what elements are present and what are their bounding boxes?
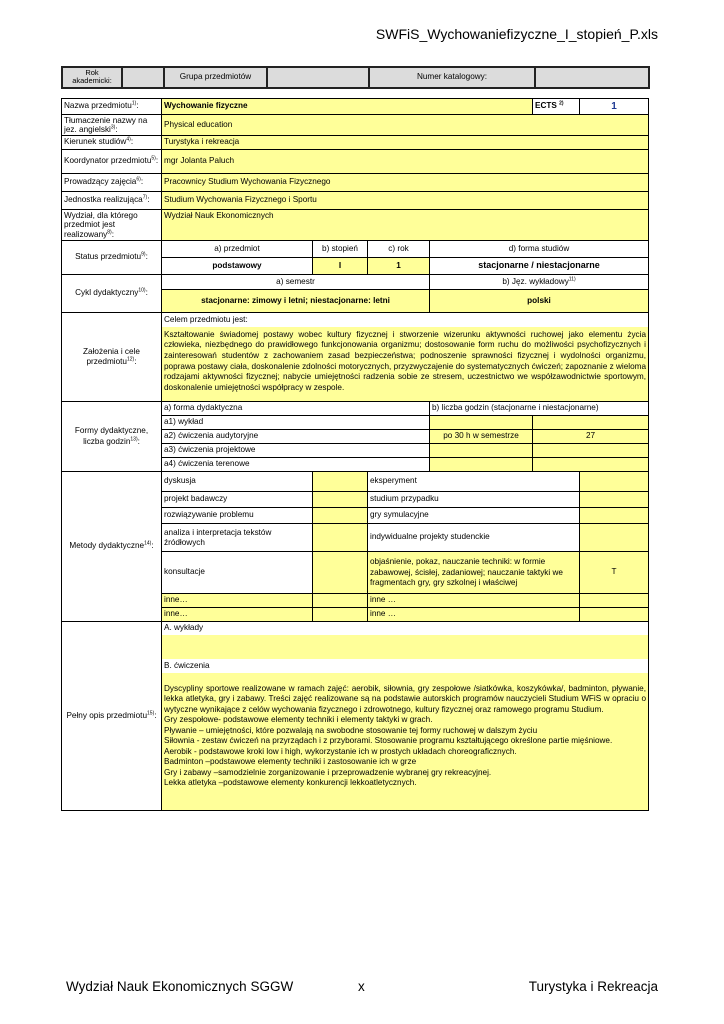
metody-left-1: dyskusja bbox=[162, 472, 313, 492]
cykl-v-semestr: stacjonarne: zimowy i letni; niestacjonarne: letni bbox=[162, 290, 430, 313]
metody-lmark-3 bbox=[313, 508, 368, 524]
prowadzacy-label: Prowadzący zajęcia$^{6)}$: bbox=[62, 174, 162, 192]
formy-row-4: a4) ćwiczenia terenowe bbox=[162, 458, 430, 472]
cykl-label: Cykl dydaktyczny$^{10)}$: bbox=[62, 275, 162, 313]
opis-line: Lekka atletyka –podstawowe elementy konkurencji lekkoatletycznych. bbox=[164, 778, 417, 788]
syllabus-table bbox=[61, 98, 649, 811]
nazwa-label: Nazwa przedmiotu$^{1)}$: bbox=[62, 99, 162, 115]
metody-left-3: rozwiązywanie problemu bbox=[162, 508, 313, 524]
formy-note-1 bbox=[430, 416, 533, 430]
tlumaczenie-label: Tłumaczenie nazwy na jez. angielski$^{3)}$: bbox=[62, 115, 162, 136]
opis-intro: Dyscypliny sportowe realizowane w ramach zajęć: aerobik, siłownia, gry zespołowe /siatkówka, koszykówka/, badminton, pływanie, lekka atletyka, gry i zabawy. Treści zajęć realizowane są na podstawie autorskich programów nauczycieli Studium WFiS w opraciu o wytyczne wynikające z celów wychowania fizycznego i zdrowotnego, kultury fizycznej oraz ramowego programu Studium. bbox=[164, 683, 647, 714]
formy-hours-3 bbox=[533, 444, 649, 458]
zalozenia-text: Kształtowanie świadomej postawy wobec kultury fizycznej i stworzenie wizerunku aktywności ruchowej jako elementu życia człowieka, niezbędnego do prawidłowego funkcjonowania organizmu; dostosowanie form ruchu do możliwości psychofizycznych i zainteresowań studentów z zachowaniem zasad bezpieczeństwa; podnoszenie sprawności fizycznej i wydolności organizmu, poprawa postawy ciała, doskonalenie zdolności motorycznych, przyzwyczajenie do systematycznych ćwiczeń; zapoznanie z wieloma rodzajami aktywności fizycznej; nabycie umiejętności radzenia sobie ze stresem, uczestnictwo we współzawodnictwie sportowym, doskonalenie umiejętności współpracy w zespole. bbox=[162, 327, 649, 402]
opis-line: Gry i zabawy –samodzielnie zorganizowanie i przeprowadzenie wybranej gry rekreacyjnej. bbox=[164, 767, 492, 777]
formy-label: Formy dydaktyczne, liczba godzin$^{13)}$: bbox=[62, 402, 162, 472]
metody-left-5: konsultacje bbox=[162, 552, 313, 594]
grupa-label: Grupa przedmiotów bbox=[164, 67, 267, 88]
koordynator-label: Koordynator przedmiotu$^{5)}$: bbox=[62, 150, 162, 174]
formy-row-2: a2) ćwiczenia audytoryjne bbox=[162, 430, 430, 444]
koordynator-value: mgr Jolanta Paluch bbox=[162, 150, 649, 174]
cykl-h-jezyk: b) Jęz. wykładowy$^{11)}$ bbox=[430, 275, 649, 290]
formy-row-1: a1) wykład bbox=[162, 416, 430, 430]
opis-b-label: B. ćwiczenia bbox=[162, 659, 649, 673]
formy-h-liczba: b) liczba godzin (stacjonarne i niestacjonarne) bbox=[430, 402, 649, 416]
metody-left-4: analiza i interpretacja tekstów źródłowych bbox=[162, 524, 313, 552]
kierunek-value: Turystyka i rekreacja bbox=[162, 136, 649, 150]
cykl-v-jezyk: polski bbox=[430, 290, 649, 313]
metody-right-1: eksperyment bbox=[368, 472, 580, 492]
rok-value bbox=[122, 67, 164, 88]
formy-hours-1 bbox=[533, 416, 649, 430]
opis-b-spacer bbox=[162, 673, 649, 683]
metody-rmark-1 bbox=[580, 472, 649, 492]
file-header: SWFiS_Wychowaniefizyczne_I_stopień_P.xls bbox=[375, 26, 658, 42]
metody-rmark-3 bbox=[580, 508, 649, 524]
jednostka-label: Jednostka realizująca$^{7)}$: bbox=[62, 192, 162, 210]
status-v-stopien: I bbox=[313, 258, 368, 275]
cykl-h-semestr: a) semestr bbox=[162, 275, 430, 290]
zalozenia-heading: Celem przedmiotu jest: bbox=[162, 313, 649, 327]
opis-a-label: A. wykłady bbox=[162, 622, 649, 635]
tlumaczenie-value: Physical education bbox=[162, 115, 649, 136]
formy-note-2: po 30 h w semestrze bbox=[430, 430, 533, 444]
metody-rmark-5: T bbox=[580, 552, 649, 594]
metody-rmark-4 bbox=[580, 524, 649, 552]
metody-lmark-2 bbox=[313, 492, 368, 508]
opis-label: Pełny opis przedmiotu$^{15)}$: bbox=[62, 622, 162, 811]
metody-left-2: projekt badawczy bbox=[162, 492, 313, 508]
grupa-value bbox=[267, 67, 369, 88]
wydzial-value: Wydział Nauk Ekonomicznych bbox=[162, 210, 649, 241]
prowadzacy-value: Pracownicy Studium Wychowania Fizycznego bbox=[162, 174, 649, 192]
footer-right: Turystyka i Rekreacja bbox=[528, 979, 658, 994]
formy-row-3: a3) ćwiczenia projektowe bbox=[162, 444, 430, 458]
status-label: Status przedmiotu$^{9)}$: bbox=[62, 241, 162, 275]
metody-right-3: gry symulacyjne bbox=[368, 508, 580, 524]
metody-lmark-1 bbox=[313, 472, 368, 492]
metody-lmark-6 bbox=[313, 594, 368, 608]
metody-lmark-4 bbox=[313, 524, 368, 552]
formy-h-forma: a) forma dydaktyczna bbox=[162, 402, 430, 416]
status-v-rok: 1 bbox=[368, 258, 430, 275]
opis-a-content bbox=[162, 635, 649, 659]
zalozenia-label: Założenia i cele przedmiotu$^{12)}$: bbox=[62, 313, 162, 402]
numer-label: Numer katalogowy: bbox=[369, 67, 535, 88]
opis-line: Badminton –podstawowe elementy techniki i zastosowanie ich w grze bbox=[164, 757, 417, 767]
opis-b-content bbox=[162, 683, 649, 811]
opis-line: Aerobik - podstawowe kroki low i high, wykorzystanie ich w prostych układach choreograficznych. bbox=[164, 746, 517, 756]
formy-note-4 bbox=[430, 458, 533, 472]
formy-hours-2: 27 bbox=[533, 430, 649, 444]
status-h-rok: c) rok bbox=[368, 241, 430, 258]
metody-lmark-5 bbox=[313, 552, 368, 594]
ects-label: ECTS $^{2)}$ bbox=[533, 99, 580, 115]
metody-right-4: indywidualne projekty studenckie bbox=[368, 524, 580, 552]
ects-value: 1 bbox=[580, 99, 649, 115]
numer-value bbox=[535, 67, 649, 88]
metody-left-6: inne… bbox=[162, 594, 313, 608]
metody-rmark-2 bbox=[580, 492, 649, 508]
metody-right-6: inne … bbox=[368, 594, 580, 608]
metody-label: Metody dydaktyczne$^{14)}$: bbox=[62, 472, 162, 622]
nazwa-value: Wychowanie fizyczne bbox=[162, 99, 533, 115]
metody-rmark-7 bbox=[580, 608, 649, 622]
opis-line: Siłownia - zestaw ćwiczeń na przyrządach i z przyborami. Stosowanie programu kształtującego określone partie mięśniowe. bbox=[164, 736, 613, 746]
metody-right-5: objaśnienie, pokaz, nauczanie techniki: w formie zabawowej, ścisłej, zadaniowej; nauczanie taktyki we fragmentach gry, gry szkolnej i właściwej bbox=[368, 552, 580, 594]
jednostka-value: Studium Wychowania Fizycznego i Sportu bbox=[162, 192, 649, 210]
footer-center: x bbox=[358, 979, 365, 994]
opis-line: Pływanie – umiejętności, które pozwalają na swobodne stosowanie tej formy ruchowej w dalszym życiu bbox=[164, 725, 538, 735]
status-v-przedmiot: podstawowy bbox=[162, 258, 313, 275]
status-h-przedmiot: a) przedmiot bbox=[162, 241, 313, 258]
formy-note-3 bbox=[430, 444, 533, 458]
status-h-forma: d) forma studiów bbox=[430, 241, 649, 258]
rok-label: Rok akademicki: bbox=[62, 67, 122, 88]
formy-hours-4 bbox=[533, 458, 649, 472]
metody-lmark-7 bbox=[313, 608, 368, 622]
metody-right-2: studium przypadku bbox=[368, 492, 580, 508]
catalog-table bbox=[61, 66, 650, 89]
metody-left-7: inne… bbox=[162, 608, 313, 622]
wydzial-label: Wydział, dla którego przedmiot jest realizowany$^{8)}$: bbox=[62, 210, 162, 241]
status-h-stopien: b) stopień bbox=[313, 241, 368, 258]
opis-line: Gry zespołowe- podstawowe elementy techniki i elementy taktyki w grach. bbox=[164, 715, 433, 725]
metody-rmark-6 bbox=[580, 594, 649, 608]
kierunek-label: Kierunek studiów$^{4)}$: bbox=[62, 136, 162, 150]
metody-right-7: inne … bbox=[368, 608, 580, 622]
status-v-forma: stacjonarne / niestacjonarne bbox=[430, 258, 649, 275]
footer-left: Wydział Nauk Ekonomicznych SGGW bbox=[66, 979, 294, 994]
